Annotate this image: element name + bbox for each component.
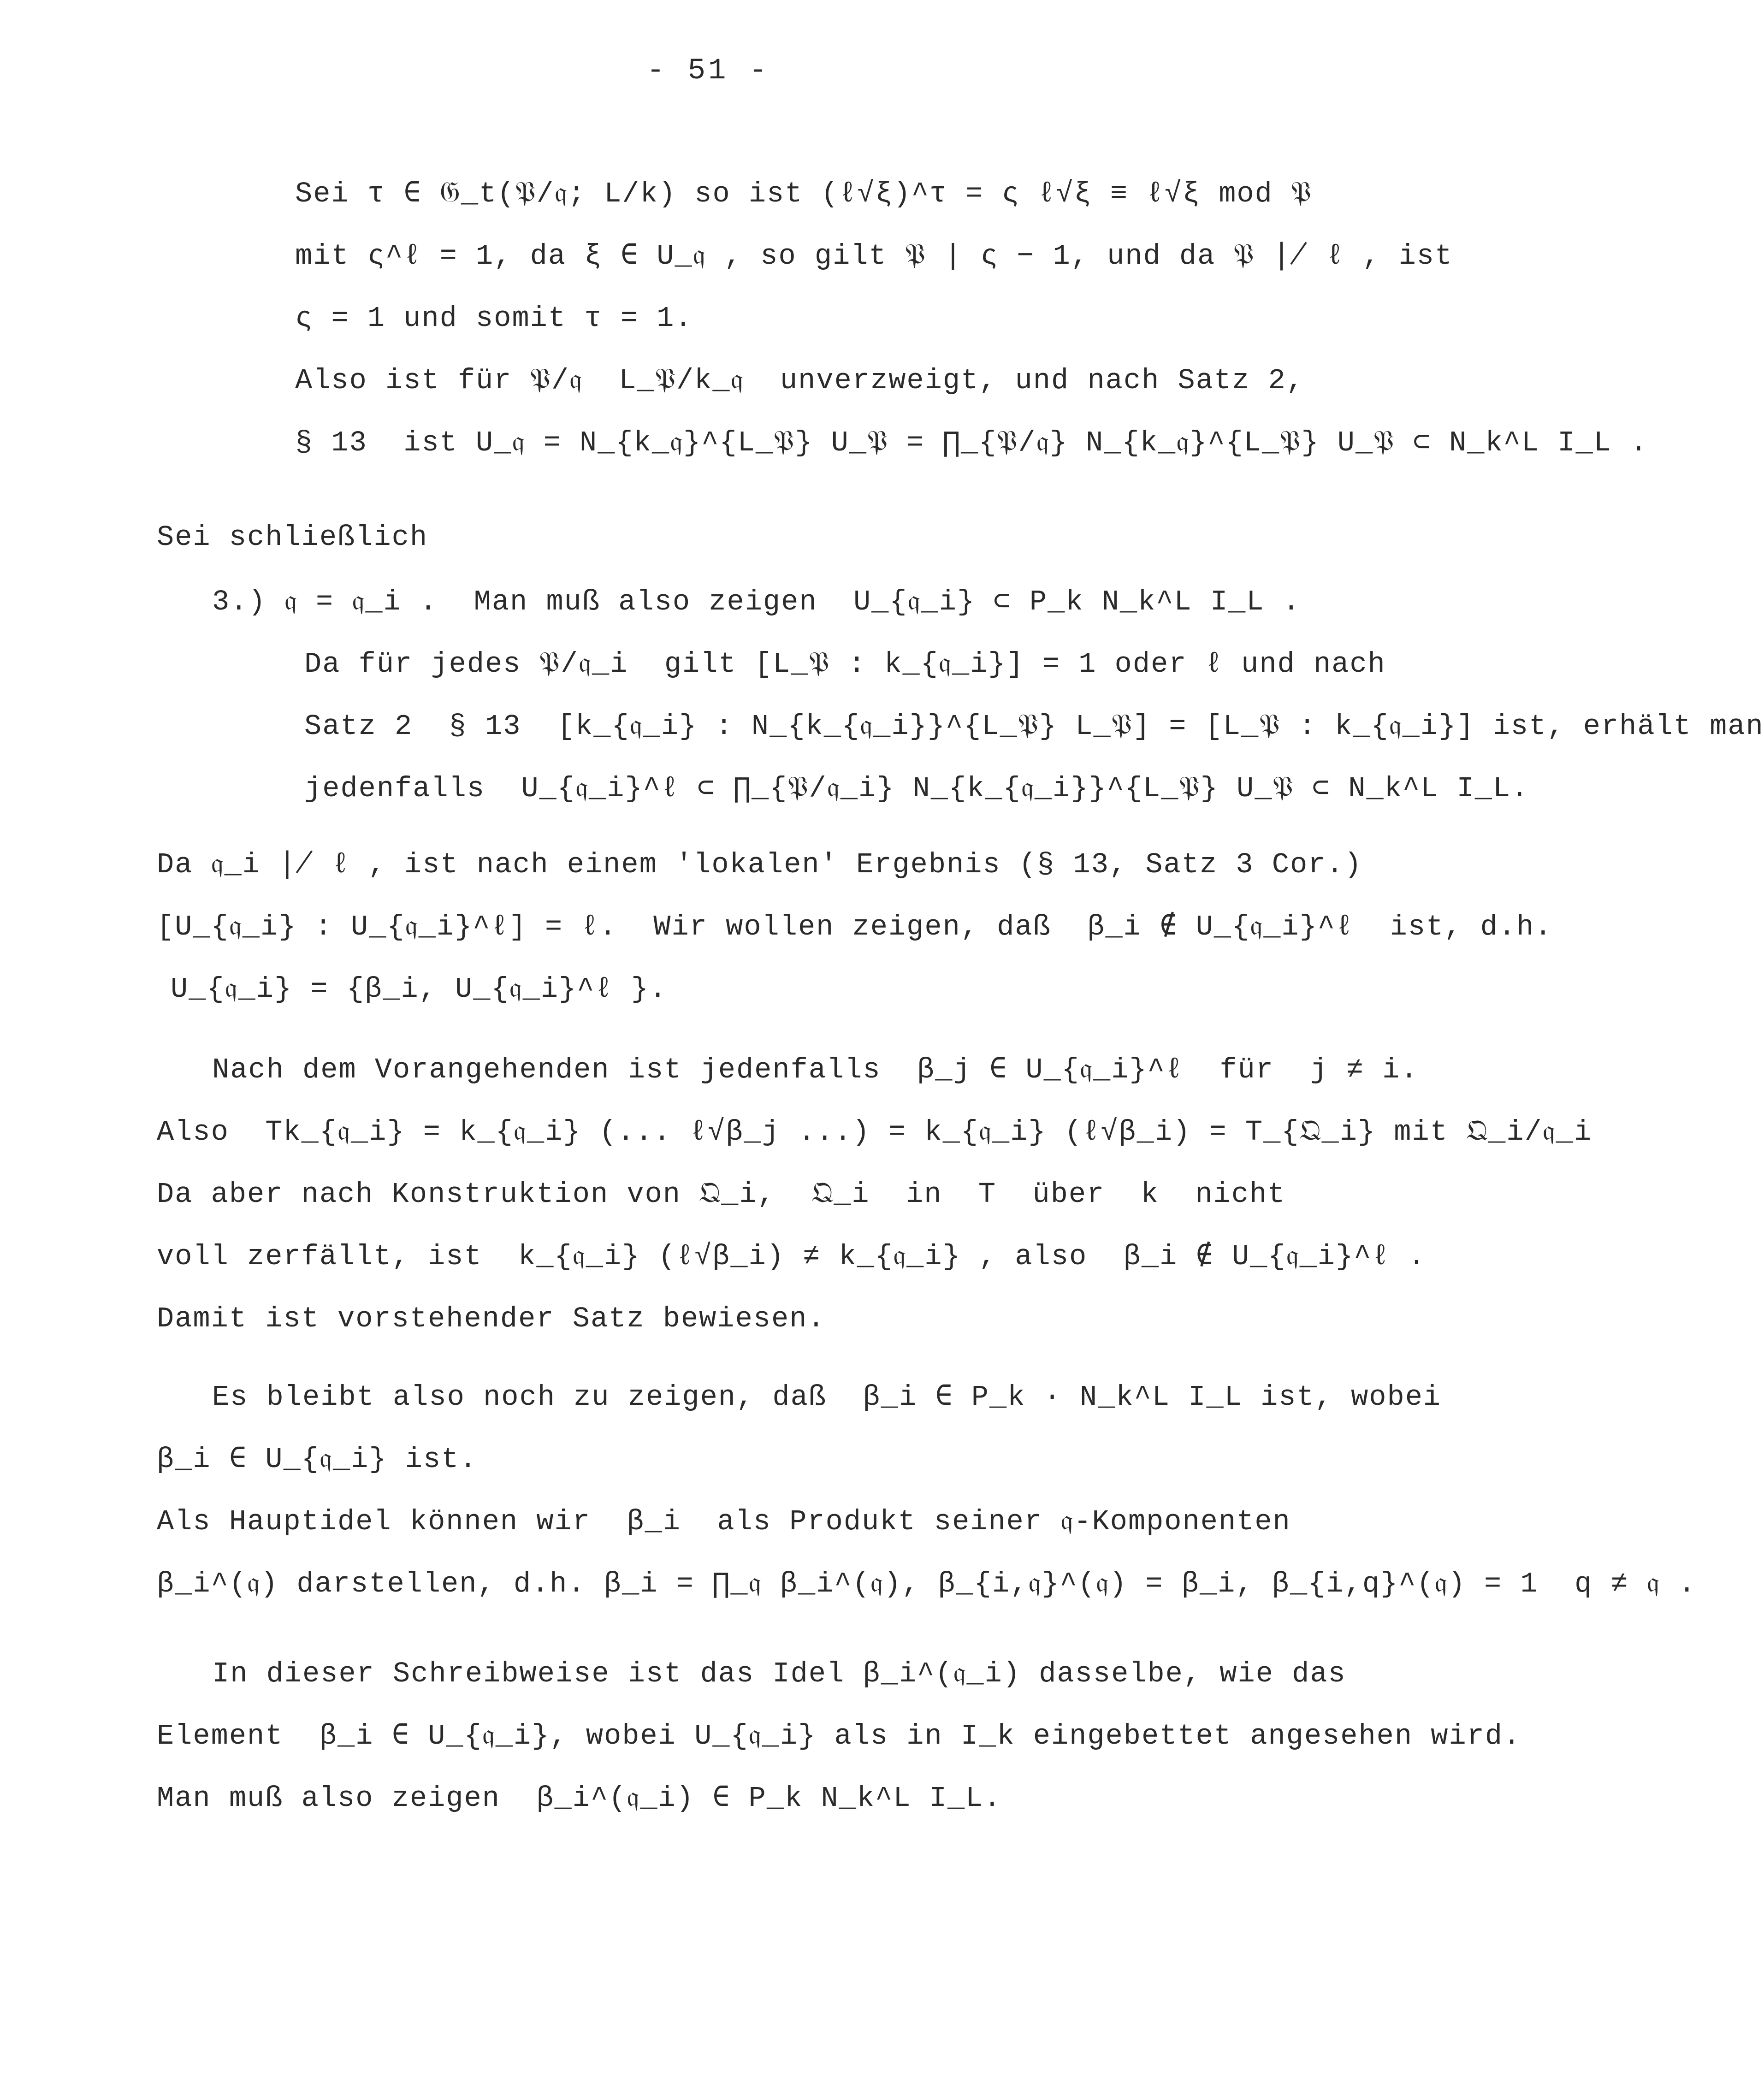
text-line: In dieser Schreibweise ist das Idel β_i^(𝔮_i) dasselbe, wie das — [212, 1657, 1346, 1690]
text-line: Man muß also zeigen β_i^(𝔮_i) ∈ P_k N_k^L I_L. — [157, 1782, 1002, 1815]
text-line: § 13 ist U_𝔮 = N_{k_𝔮}^{L_𝔓} U_𝔓 = ∏_{𝔓/𝔮} N_{k_𝔮}^{L_𝔓} U_𝔓 ⊂ N_k^L I_L . — [295, 426, 1648, 459]
text-line: Als Hauptidel können wir β_i als Produkt seiner 𝔮-Komponenten — [157, 1505, 1291, 1538]
text-line: Da 𝔮_i ∤ ℓ , ist nach einem 'lokalen' Ergebnis (§ 13, Satz 3 Cor.) — [157, 848, 1362, 881]
text-line: U_{𝔮_i} = {β_i, U_{𝔮_i}^ℓ }. — [171, 973, 668, 1006]
text-line: voll zerfällt, ist k_{𝔮_i} (ℓ√β_i) ≠ k_{𝔮_i} , also β_i ∉ U_{𝔮_i}^ℓ . — [157, 1240, 1427, 1273]
text-line: Sei schließlich — [157, 521, 428, 554]
text-line: mit ς^ℓ = 1, da ξ ∈ U_𝔮 , so gilt 𝔓 | ς − 1, und da 𝔓 ∤ ℓ , ist — [295, 240, 1453, 272]
text-line: Es bleibt also noch zu zeigen, daß β_i ∈ P_k · N_k^L I_L ist, wobei — [212, 1381, 1442, 1414]
text-line: β_i^(𝔮) darstellen, d.h. β_i = ∏_𝔮 β_i^(𝔮), β_{i,𝔮}^(𝔮) = β_i, β_{i,q}^(𝔮) = 1 q ≠ 𝔮 . — [157, 1568, 1697, 1600]
text-line: [U_{𝔮_i} : U_{𝔮_i}^ℓ] = ℓ. Wir wollen zeigen, daß β_i ∉ U_{𝔮_i}^ℓ ist, d.h. — [157, 911, 1553, 943]
text-line: Da für jedes 𝔓/𝔮_i gilt [L_𝔓 : k_{𝔮_i}] = 1 oder ℓ und nach — [304, 648, 1386, 681]
text-line: Also Tk_{𝔮_i} = k_{𝔮_i} (... ℓ√β_j ...) = k_{𝔮_i} (ℓ√β_i) = T_{𝔔_i} mit 𝔔_i/𝔮_i — [157, 1116, 1592, 1148]
text-line: Also ist für 𝔓/𝔮 L_𝔓/k_𝔮 unverzweigt, und nach Satz 2, — [295, 364, 1304, 397]
page-number: - 51 - — [646, 54, 770, 88]
text-line: 3.) 𝔮 = 𝔮_i . Man muß also zeigen U_{𝔮_i} ⊂ P_k N_k^L I_L . — [212, 586, 1301, 618]
text-line: Element β_i ∈ U_{𝔮_i}, wobei U_{𝔮_i} als in I_k eingebettet angesehen wird. — [157, 1720, 1521, 1752]
text-line: ς = 1 und somit τ = 1. — [295, 302, 693, 335]
text-line: Nach dem Vorangehenden ist jedenfalls β_j ∈ U_{𝔮_i}^ℓ für j ≠ i. — [212, 1053, 1419, 1086]
text-line: jedenfalls U_{𝔮_i}^ℓ ⊂ ∏_{𝔓/𝔮_i} N_{k_{𝔮_i}}^{L_𝔓} U_𝔓 ⊂ N_k^L I_L. — [304, 772, 1529, 805]
text-line: Da aber nach Konstruktion von 𝔔_i, 𝔔_i in T über k nicht — [157, 1178, 1286, 1211]
text-line: β_i ∈ U_{𝔮_i} ist. — [157, 1443, 478, 1476]
text-line: Sei τ ∈ 𝔊_t(𝔓/𝔮; L/k) so ist (ℓ√ξ)^τ = ς ℓ√ξ ≡ ℓ√ξ mod 𝔓 — [295, 178, 1313, 210]
text-line: Damit ist vorstehender Satz bewiesen. — [157, 1302, 826, 1335]
text-line: Satz 2 § 13 [k_{𝔮_i} : N_{k_{𝔮_i}}^{L_𝔓} L_𝔓] = [L_𝔓 : k_{𝔮_i}] ist, erhält man — [304, 710, 1764, 743]
